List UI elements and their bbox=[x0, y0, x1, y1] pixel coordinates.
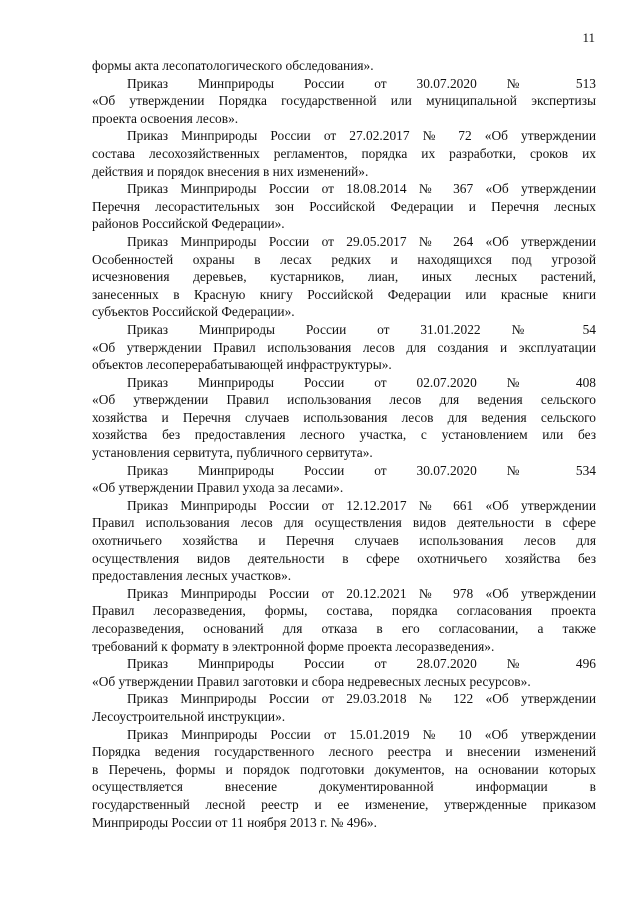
text-line: объектов лесоперерабатывающей инфраструктуры». bbox=[92, 357, 392, 373]
text-line: Правил использования лесов для осуществления видов деятельности в сфере bbox=[92, 515, 596, 531]
text-line: «Об утверждении Правил использования лесов для создания и эксплуатации bbox=[92, 339, 596, 355]
text-line: Приказ Минприроды России от 02.07.2020 № 408 bbox=[127, 374, 596, 390]
text-line: исчезновения деревьев, кустарников, лиан, иных лесных растений, bbox=[92, 269, 596, 285]
text-line: Приказ Минприроды России от 29.03.2018 № 122 «Об утверждении bbox=[127, 691, 596, 707]
text-line: Приказ Минприроды России от 15.01.2019 № 10 «Об утверждении bbox=[127, 726, 596, 742]
text-line: государственный лесной реестр и ее изменение, утвержденные приказом bbox=[92, 796, 596, 812]
text-line: Приказ Минприроды России от 29.05.2017 № 264 «Об утверждении bbox=[127, 233, 596, 249]
paragraph bbox=[92, 127, 596, 180]
text-line: Приказ Минприроды России от 31.01.2022 № 54 bbox=[127, 321, 596, 337]
text-line: Правил лесоразведения, формы, состава, порядка согласования проекта bbox=[92, 603, 596, 619]
text-line: охотничьего хозяйства и Перечня случаев использования лесов для bbox=[92, 533, 596, 549]
text-line: Особенностей охраны в лесах редких и находящихся под угрозой bbox=[92, 251, 596, 267]
paragraph bbox=[92, 655, 596, 690]
paragraph bbox=[92, 585, 596, 655]
text-line: Приказ Минприроды России от 30.07.2020 № 534 bbox=[127, 462, 596, 478]
text-line: действия и порядок внесения в них изменений». bbox=[92, 163, 369, 179]
text-line: осуществления видов деятельности в сфере охотничьего хозяйства без bbox=[92, 550, 596, 566]
text-line: осуществляется внесение документированной информации в bbox=[92, 779, 596, 795]
text-line: Порядка ведения государственного лесного реестра и внесении изменений bbox=[92, 744, 596, 760]
text-line: районов Российской Федерации». bbox=[92, 216, 285, 232]
text-line: «Об утверждении Правил ухода за лесами». bbox=[92, 480, 344, 496]
text-line: занесенных в Красную книгу Российской Федерации или красные книги bbox=[92, 286, 596, 302]
text-line: Приказ Минприроды России от 12.12.2017 № 661 «Об утверждении bbox=[127, 497, 596, 513]
text-line: «Об утверждении Порядка государственной или муниципальной экспертизы bbox=[92, 93, 596, 109]
page-number: 11 bbox=[582, 30, 595, 45]
text-line: лесоразведения, оснований для отказа в его согласовании, а также bbox=[92, 621, 596, 636]
text-line: Приказ Минприроды России от 28.07.2020 № 496 bbox=[127, 656, 596, 672]
paragraph bbox=[92, 75, 596, 128]
text-line: Приказ Минприроды России от 30.07.2020 № 513 bbox=[127, 75, 596, 91]
text-line: хозяйства без предоставления лесного участка, с установлением или без bbox=[92, 427, 596, 443]
paragraph bbox=[92, 233, 596, 321]
text-line: требований к формату в электронной форме проекта лесоразведения». bbox=[92, 638, 495, 654]
text-line: субъектов Российской Федерации». bbox=[92, 304, 295, 320]
text-line: формы акта лесопатологического обследования». bbox=[92, 58, 374, 73]
text-line: Минприроды России от 11 ноября 2013 г. № 496». bbox=[92, 814, 377, 830]
paragraph bbox=[92, 462, 596, 497]
paragraph bbox=[92, 690, 596, 725]
paragraph bbox=[92, 321, 596, 374]
text-line: установления сервитута, публичного сервитута». bbox=[92, 445, 373, 461]
text-line: проекта освоения лесов». bbox=[92, 110, 239, 126]
text-line: «Об утверждении Правил использования лесов для ведения сельского bbox=[92, 392, 596, 408]
paragraph bbox=[92, 180, 596, 233]
document-body bbox=[92, 57, 596, 831]
text-line: Приказ Минприроды России от 20.12.2021 № 978 «Об утверждении bbox=[127, 585, 596, 601]
text-line: состава лесохозяйственных регламентов, порядка их разработки, сроков их bbox=[92, 145, 596, 161]
paragraph bbox=[92, 497, 596, 585]
text-line: предоставления лесных участков». bbox=[92, 568, 292, 584]
text-line: Лесоустроительной инструкции». bbox=[92, 708, 286, 724]
text-line: Приказ Минприроды России от 18.08.2014 № 367 «Об утверждении bbox=[127, 181, 596, 197]
text-line: «Об утверждении Правил заготовки и сбора недревесных лесных ресурсов». bbox=[92, 673, 531, 689]
text-line: Перечня лесорастительных зон Российской Федерации и Перечня лесных bbox=[92, 198, 596, 214]
text-line: хозяйства и Перечня случаев использования лесов для ведения сельского bbox=[92, 409, 596, 425]
text-line: Приказ Минприроды России от 27.02.2017 № 72 «Об утверждении bbox=[127, 128, 596, 144]
text-line: в Перечень, формы и порядок подготовки документов, на основании которых bbox=[92, 761, 596, 777]
paragraph bbox=[92, 726, 596, 832]
paragraph bbox=[92, 57, 596, 75]
paragraph bbox=[92, 374, 596, 462]
